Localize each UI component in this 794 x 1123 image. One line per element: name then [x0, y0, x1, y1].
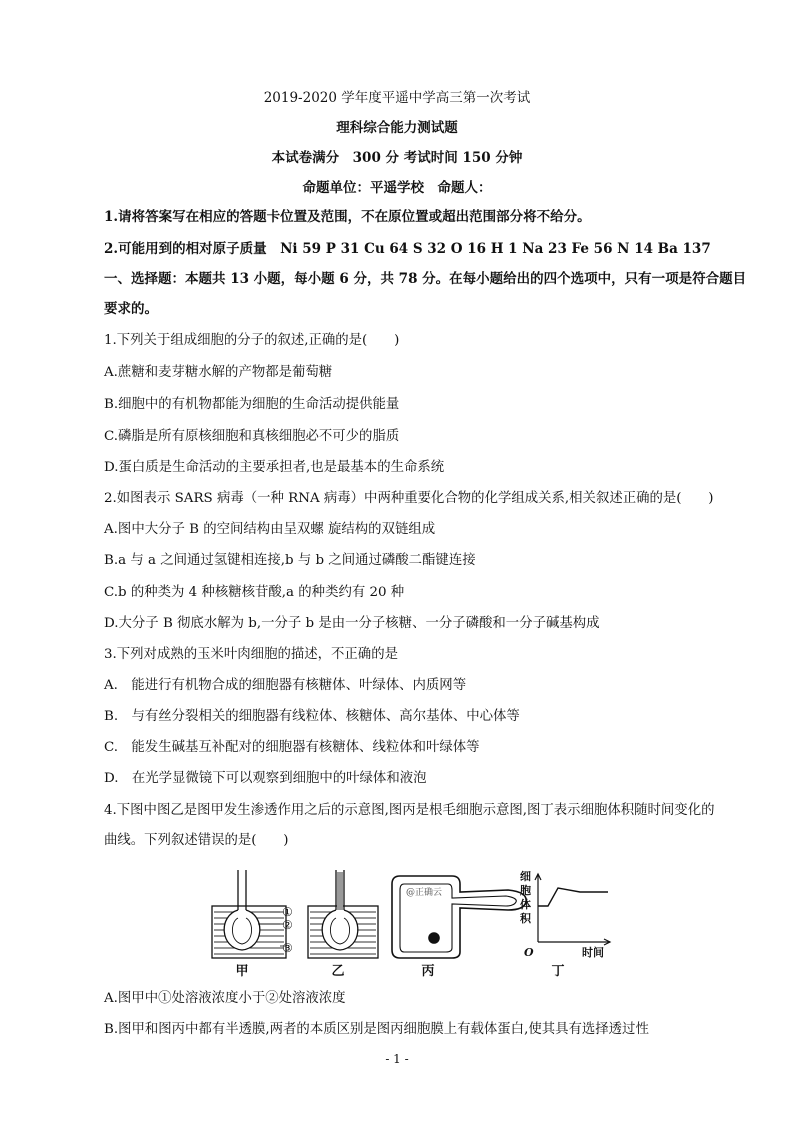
figure-label-ding: 丁	[551, 964, 565, 979]
graph-ylabel-1: 细	[520, 870, 531, 883]
beaker-jia	[212, 870, 286, 958]
graph-ylabel-4: 积	[520, 912, 531, 925]
graph-ylabel-2: 胞	[520, 884, 531, 897]
figure-label-yi: 乙	[331, 964, 345, 979]
q4-option-b: B.图甲和图丙中都有半透膜,两者的本质区别是图丙细胞膜上有载体蛋白,使其具有选择透过性	[104, 1022, 649, 1037]
q3-option-a: A. 能进行有机物合成的细胞器有核糖体、叶绿体、内质网等	[104, 678, 467, 693]
q1-option-c: C.磷脂是所有原核细胞和真核细胞必不可少的脂质	[104, 429, 400, 444]
q2-stem: 2.如图表示 SARS 病毒（一种 RNA 病毒）中两种重要化合物的化学组成关系,相关叙述正确的是( )	[104, 491, 714, 506]
figure-label-bing: 丙	[421, 964, 435, 979]
q4-stem-line-1: 4.下图中图乙是图甲发生渗透作用之后的示意图,图丙是根毛细胞示意图,图丁表示细胞体积随时间变化的	[104, 803, 715, 818]
graph-origin: O	[524, 946, 534, 959]
exam-title: 2019-2020 学年度平遥中学高三第一次考试	[263, 90, 531, 106]
q1-option-d: D.蛋白质是生命活动的主要承担者,也是最基本的生命系统	[104, 460, 445, 475]
page-number: - 1 -	[385, 1052, 409, 1066]
note-1: 1.请将答案写在相应的答题卡位置及范围，不在原位置或超出范围部分将不给分。	[104, 209, 591, 225]
q3-stem: 3.下列对成熟的玉米叶肉细胞的描述，不正确的是	[104, 647, 398, 662]
q4-option-a: A.图甲中①处溶液浓度小于②处溶液浓度	[104, 991, 346, 1006]
author-line: 命题单位：平遥学校 命题人：	[302, 180, 492, 196]
marker-2: ②	[282, 918, 293, 932]
q1-stem: 1.下列关于组成细胞的分子的叙述,正确的是( )	[104, 333, 400, 348]
q3-option-d: D. 在光学显微镜下可以观察到细胞中的叶绿体和液泡	[104, 771, 427, 786]
watermark-text: @正确云	[406, 888, 443, 898]
q3-option-b: B. 与有丝分裂相关的细胞器有线粒体、核糖体、高尔基体、中心体等	[104, 709, 520, 724]
note-2: 2.可能用到的相对原子质量 Ni 59 P 31 Cu 64 S 32 O 16 H 1 Na 23 Fe 56 N 14 Ba 137	[104, 241, 711, 257]
q2-option-a: A.图中大分子 B 的空间结构由呈双螺 旋结构的双链组成	[104, 522, 436, 537]
q2-option-b: B.a 与 a 之间通过氢键相连接,b 与 b 之间通过磷酸二酯键连接	[104, 553, 476, 568]
q3-option-c: C. 能发生碱基互补配对的细胞器有核糖体、线粒体和叶绿体等	[104, 740, 480, 755]
marker-1: ①	[282, 905, 293, 919]
volume-time-graph	[535, 874, 610, 945]
q4-stem-line-2: 曲线。下列叙述错误的是( )	[104, 833, 289, 848]
section-line-2: 要求的。	[104, 301, 158, 317]
q1-option-a: A.蔗糖和麦芽糖水解的产物都是葡萄糖	[104, 365, 333, 380]
section-line-1: 一、选择题：本题共 13 小题，每小题 6 分，共 78 分。在每小题给出的四个选项中，只有一项是符合题目	[104, 271, 747, 287]
q1-option-b: B.细胞中的有机物都能为细胞的生命活动提供能量	[104, 397, 400, 412]
score-time: 本试卷满分 300 分 考试时间 150 分钟	[271, 150, 523, 166]
q2-option-d: D.大分子 B 彻底水解为 b,一分子 b 是由一分子核糖、一分子磷酸和一分子碱基构成	[104, 616, 600, 631]
marker-3: ③	[282, 941, 293, 955]
beaker-yi	[308, 870, 378, 958]
graph-ylabel-3: 体	[520, 898, 531, 911]
q2-option-c: C.b 的种类为 4 种核糖核苷酸,a 的种类约有 20 种	[104, 585, 405, 600]
subject-title: 理科综合能力测试题	[336, 120, 458, 136]
graph-xlabel: 时间	[582, 946, 604, 959]
figure-label-jia: 甲	[235, 964, 249, 979]
